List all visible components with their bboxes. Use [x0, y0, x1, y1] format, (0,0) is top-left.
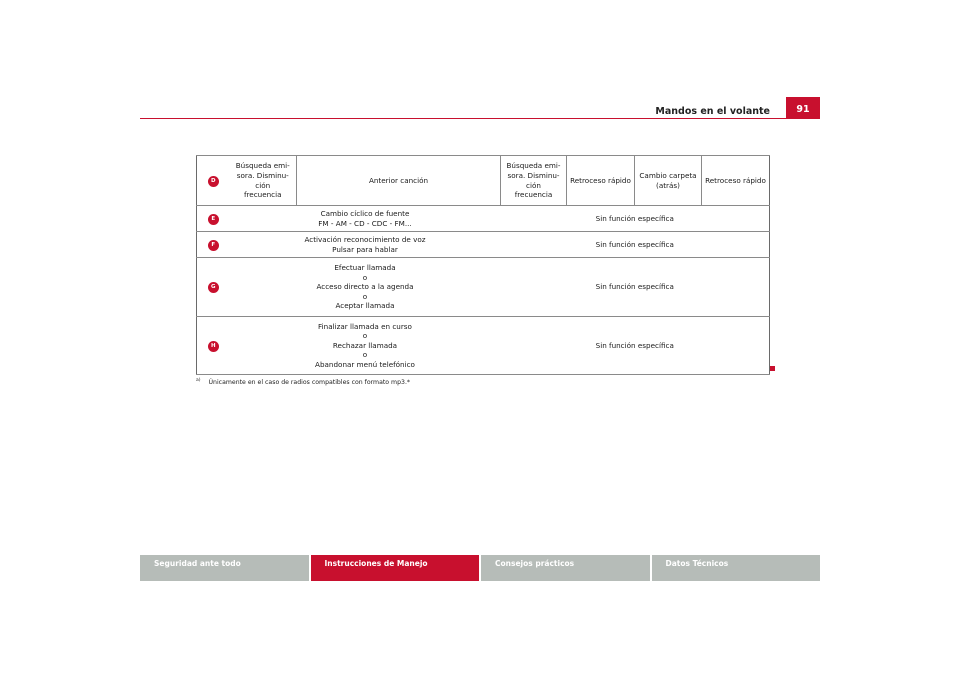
table-row-d	[197, 156, 770, 206]
cell-d-col5: Cambio carpeta (atrás)	[635, 156, 702, 206]
page-number: 91	[786, 97, 820, 118]
cell-f-left: Activación reconocimiento de voz Pulsar para hablar	[230, 232, 501, 258]
table-row-e	[197, 206, 770, 232]
cell-d-col6: Retroceso rápido	[702, 156, 770, 206]
cell-g-right: Sin función específica	[501, 258, 770, 317]
section-end-marker	[770, 366, 775, 371]
cell-h-right: Sin función específica	[501, 317, 770, 375]
cell-g-left: Efectuar llamada o Acceso directo a la agenda o Aceptar llamada	[230, 258, 501, 317]
key-badge-f: F	[208, 240, 219, 251]
cell-d-col4: Retroceso rápido	[567, 156, 635, 206]
cell-e-right: Sin función específica	[501, 206, 770, 232]
key-badge-g: G	[208, 282, 219, 293]
page-header-title: Mandos en el volante	[655, 106, 770, 117]
footer-tab-instrucciones[interactable]: Instrucciones de Manejo	[311, 555, 480, 581]
table-row-h	[197, 317, 770, 375]
cell-d-col3: Búsqueda emi- sora. Disminu- ción frecuencia	[501, 156, 567, 206]
footer-nav	[140, 555, 820, 581]
cell-d-col2: Anterior canción	[297, 156, 501, 206]
footer-tab-datos[interactable]: Datos Técnicos	[652, 555, 821, 581]
cell-h-left: Finalizar llamada en curso o Rechazar llamada o Abandonar menú telefónico	[230, 317, 501, 375]
footnote	[196, 378, 410, 386]
header-rule	[140, 118, 820, 119]
table-row-f	[197, 232, 770, 258]
footer-tab-seguridad[interactable]: Seguridad ante todo	[140, 555, 309, 581]
key-badge-h: H	[208, 341, 219, 352]
cell-f-right: Sin función específica	[501, 232, 770, 258]
footnote-text: Únicamente en el caso de radios compatibles con formato mp3.*	[208, 379, 410, 387]
cell-e-left: Cambio cíclico de fuente FM - AM - CD - CDC - FM...	[230, 206, 501, 232]
steering-controls-table	[196, 155, 770, 375]
footer-tab-consejos[interactable]: Consejos prácticos	[481, 555, 650, 581]
table-row-g	[197, 258, 770, 317]
key-badge-e: E	[208, 214, 219, 225]
key-badge-d: D	[208, 176, 219, 187]
cell-d-col1: Búsqueda emi- sora. Disminu- ción frecuencia	[230, 156, 297, 206]
footnote-marker: a)	[196, 378, 201, 383]
